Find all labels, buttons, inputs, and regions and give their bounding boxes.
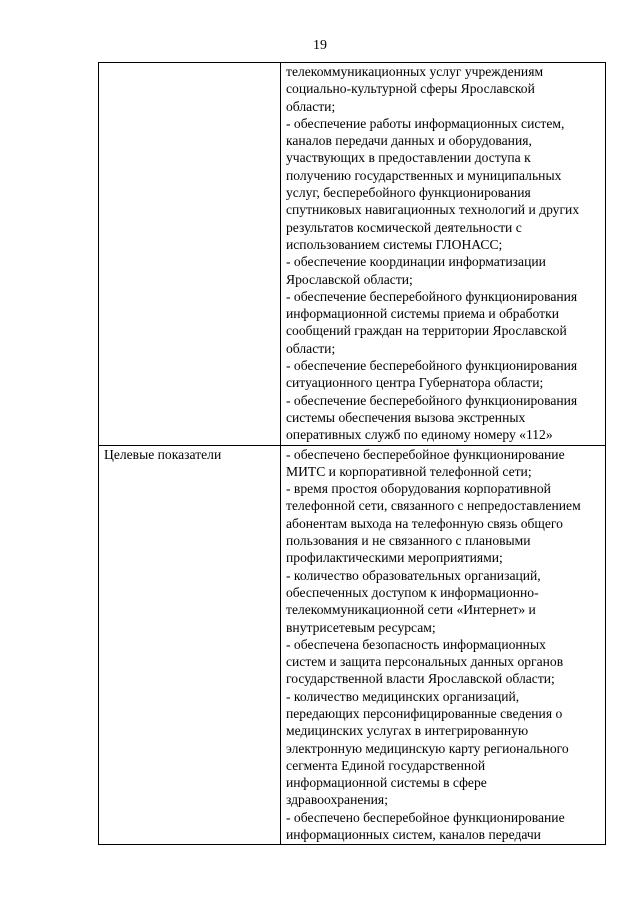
text-line: получению государственных и муниципальных xyxy=(286,167,562,183)
text-line: здравоохранения; xyxy=(286,792,388,808)
text-line: социально-культурной сферы Ярославской xyxy=(286,81,535,97)
text-line: МИТС и корпоративной телефонной сети; xyxy=(286,463,532,479)
program-passport-table xyxy=(98,62,606,845)
row-label: Целевые показатели xyxy=(99,445,281,845)
text-line: - обеспечение работы информационных систем, xyxy=(286,115,565,131)
text-line: - обеспечение бесперебойного функционирования xyxy=(286,392,578,408)
text-line: спутниковых навигационных технологий и других xyxy=(286,202,580,218)
text-line: оперативных служб по единому номеру «112» xyxy=(286,427,553,443)
table-row xyxy=(99,63,606,446)
text-line: абонентам выхода на телефонную связь общего xyxy=(286,515,563,531)
text-line: сообщений граждан на территории Ярославской xyxy=(286,323,567,339)
text-line: государственной власти Ярославской области; xyxy=(286,671,555,687)
row-content xyxy=(281,445,606,845)
text-line: каналов передачи данных и оборудования, xyxy=(286,133,532,149)
text-line: сегмента Единой государственной xyxy=(286,757,486,773)
text-line: участвующих в предоставлении доступа к xyxy=(286,150,531,166)
table-body xyxy=(99,63,606,845)
text-line: - обеспечение координации информатизации xyxy=(286,254,546,270)
text-line: Ярославской области; xyxy=(286,271,413,287)
text-line: информационных систем, каналов передачи xyxy=(286,827,541,843)
text-line: - обеспечение бесперебойного функционирования xyxy=(286,358,578,374)
text-line: - обеспечено бесперебойное функционирование xyxy=(286,809,565,825)
text-line: - обеспечена безопасность информационных xyxy=(286,636,546,652)
text-line: телекоммуникационных услуг учреждениям xyxy=(286,64,544,79)
text-line: телекоммуникационной сети «Интернет» и xyxy=(286,602,536,618)
text-line: передающих персонифицированные сведения о xyxy=(286,705,563,721)
text-line: - количество образовательных организаций, xyxy=(286,567,541,583)
text-line: результатов космической деятельности с xyxy=(286,219,522,235)
text-line: информационной системы приема и обработки xyxy=(286,306,559,322)
text-line: информационной системы в сфере xyxy=(286,775,487,791)
text-line: - количество медицинских организаций, xyxy=(286,688,520,704)
text-line: профилактическими мероприятиями; xyxy=(286,550,503,566)
table-row xyxy=(99,445,606,845)
text-line: области; xyxy=(286,98,336,114)
row-label xyxy=(99,63,281,446)
text-line: электронную медицинскую карту регионального xyxy=(286,740,569,756)
text-line: - обеспечено бесперебойное функционирование xyxy=(286,446,565,462)
text-line: телефонной сети, связанного с непредоставлением xyxy=(286,498,581,514)
row-content xyxy=(281,63,606,446)
text-line: - время простоя оборудования корпоративной xyxy=(286,481,551,497)
text-line: пользования и не связанного с плановыми xyxy=(286,533,531,549)
text-line: систем и защита персональных данных органов xyxy=(286,654,564,670)
text-line: услуг, бесперебойного функционирования xyxy=(286,185,531,201)
text-line: внутрисетевым ресурсам; xyxy=(286,619,436,635)
text-line: медицинских услугах в интегрированную xyxy=(286,723,529,739)
page-number: 19 xyxy=(313,38,327,53)
text-line: использованием системы ГЛОНАСС; xyxy=(286,236,503,252)
text-line: системы обеспечения вызова экстренных xyxy=(286,409,526,425)
text-line: - обеспечение бесперебойного функционирования xyxy=(286,288,578,304)
text-line: обеспеченных доступом к информационно- xyxy=(286,584,539,600)
text-line: области; xyxy=(286,340,336,356)
text-line: ситуационного центра Губернатора области; xyxy=(286,375,544,391)
